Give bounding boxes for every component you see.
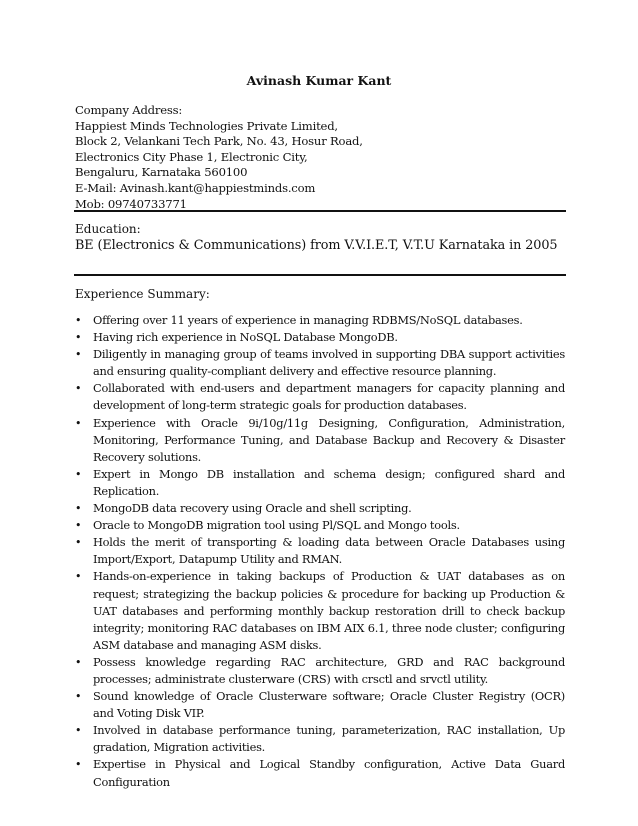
list-item-text: Collaborated with end-users and department managers for capacity planning and development of long-term strategic goals for production databases. bbox=[93, 381, 565, 413]
bullet-icon: • bbox=[75, 519, 82, 533]
list-item-text: Offering over 11 years of experience in managing RDBMS/NoSQL databases. bbox=[93, 313, 523, 327]
list-item-text: Sound knowledge of Oracle Clusterware software; Oracle Cluster Registry (OCR) and Voting Disk VIP. bbox=[93, 689, 565, 721]
list-item bbox=[75, 534, 565, 568]
address-area: Electronics City Phase 1, Electronic City, bbox=[75, 149, 308, 164]
address-street: Block 2, Velankani Tech Park, No. 43, Hosur Road, bbox=[75, 134, 363, 149]
list-item-text: Expert in Mongo DB installation and schema design; configured shard and Replication. bbox=[93, 466, 565, 498]
list-item bbox=[75, 312, 565, 329]
list-item-text: MongoDB data recovery using Oracle and shell scripting. bbox=[93, 501, 412, 516]
list-item bbox=[75, 346, 565, 380]
address-phone: Mob: 09740733771 bbox=[75, 196, 187, 211]
bullet-icon: • bbox=[75, 570, 82, 584]
bullet-icon: • bbox=[75, 690, 82, 704]
bullet-icon: • bbox=[75, 724, 82, 738]
list-item-text: Having rich experience in NoSQL Database MongoDB. bbox=[93, 330, 398, 345]
bullet-icon: • bbox=[75, 536, 82, 550]
bullet-icon: • bbox=[75, 416, 82, 430]
bullet-icon: • bbox=[75, 758, 82, 772]
education-heading: Education: bbox=[75, 222, 141, 236]
list-item bbox=[75, 380, 565, 414]
list-item-text: Hands-on-experience in taking backups of Production & UAT databases as on request; strategizing the backup policies & procedure for backing up Production & UAT databases and performing monthly backup restoration drill to check backup integrity; monitoring RAC databases on IBM AIX 6.1, three node cluster; configuring ASM database and managing ASM disks. bbox=[93, 569, 565, 652]
address-city: Bengaluru, Karnataka 560100 bbox=[75, 165, 248, 180]
list-item bbox=[75, 568, 565, 653]
address-label: Company Address: bbox=[75, 103, 183, 117]
bullet-icon: • bbox=[75, 467, 82, 481]
address-email: E-Mail: Avinash.kant@happiestminds.com bbox=[75, 180, 316, 195]
bullet-icon: • bbox=[75, 502, 82, 516]
list-item bbox=[75, 329, 565, 346]
list-item bbox=[75, 517, 565, 534]
list-item-text: Expertise in Physical and Logical Standby configuration, Active Data Guard Configuration bbox=[93, 757, 565, 789]
candidate-name: Avinash Kumar Kant bbox=[246, 73, 392, 88]
bullet-icon: • bbox=[75, 655, 82, 669]
education-detail: BE (Electronics & Communications) from V.V.I.E.T, V.T.U Karnataka in 2005 bbox=[75, 238, 558, 253]
list-item-text: Involved in database performance tuning, parameterization, RAC installation, Up gradation, Migration activities. bbox=[93, 723, 565, 755]
list-item bbox=[75, 722, 565, 756]
address-company: Happiest Minds Technologies Private Limited, bbox=[75, 118, 338, 133]
list-item bbox=[75, 500, 565, 517]
bullet-icon: • bbox=[75, 314, 82, 327]
experience-summary-heading: Experience Summary: bbox=[75, 287, 210, 301]
list-item-text: Possess knowledge regarding RAC architecture, GRD and RAC background processes; administrate clusterware (CRS) with crsctl and srvctl utility. bbox=[93, 654, 565, 686]
section-divider bbox=[74, 274, 566, 276]
list-item bbox=[75, 654, 565, 688]
company-address-block bbox=[75, 103, 555, 212]
list-item-text: Experience with Oracle 9i/10g/11g Designing, Configuration, Administration, Monitoring, Performance Tuning, and Database Backup and Recovery & Disaster Recovery solutions. bbox=[93, 415, 565, 464]
list-item-text: Diligently in managing group of teams involved in supporting DBA support activities and ensuring quality-compliant delivery and effective resource planning. bbox=[93, 347, 565, 379]
experience-summary-list bbox=[75, 312, 565, 791]
list-item bbox=[75, 688, 565, 722]
section-divider bbox=[74, 210, 566, 212]
list-item bbox=[75, 756, 565, 790]
list-item bbox=[75, 415, 565, 466]
bullet-icon: • bbox=[75, 348, 82, 362]
list-item-text: Oracle to MongoDB migration tool using Pl/SQL and Mongo tools. bbox=[93, 518, 460, 533]
bullet-icon: • bbox=[75, 382, 82, 396]
bullet-icon: • bbox=[75, 331, 82, 345]
list-item-text: Holds the merit of transporting & loading data between Oracle Databases using Import/Export, Datapump Utility and RMAN. bbox=[93, 535, 565, 567]
list-item bbox=[75, 466, 565, 500]
